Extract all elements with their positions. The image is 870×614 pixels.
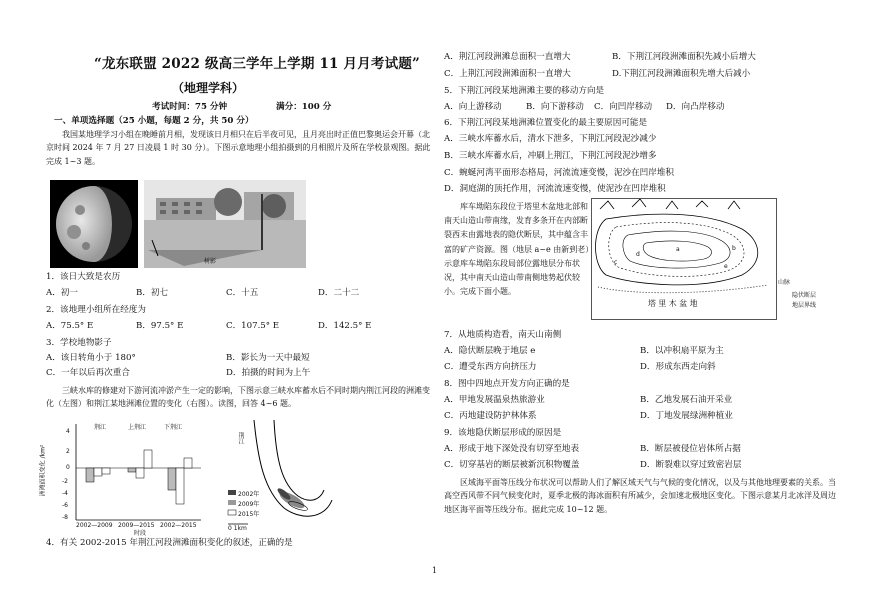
bar-chart bbox=[39, 420, 206, 537]
q6-stem: 6．下荆江河段某地洲滩位置变化的最主要原因可能是 bbox=[444, 118, 648, 128]
q7-stem: 7．从地质构造看，南天山南侧 bbox=[444, 330, 562, 340]
x-axis-label: 时段 bbox=[134, 530, 147, 537]
page-number: 1 bbox=[432, 566, 438, 575]
moon-photo bbox=[50, 180, 138, 268]
q3-option-d[interactable]: D．拍摄的时间为上午 bbox=[226, 368, 311, 378]
chart-legend-3: 下荆江 bbox=[164, 424, 183, 431]
q3-stem: 3．学校地物影子 bbox=[46, 338, 112, 348]
q3-option-a[interactable]: A．该日转角小于 180° bbox=[46, 353, 136, 363]
q9-option-a[interactable]: A．形成于地下深处没有切穿至地表 bbox=[444, 444, 580, 454]
stratum-a: a bbox=[676, 246, 680, 253]
moon-image bbox=[50, 180, 138, 268]
intro-paragraph-2: 三峡水库的修建对下游河流冲淤产生一定的影响，下图示意三峡水库蓄水后不同时期内荆江河段的洲滩变化（左图）和荆江某地洲滩位置的变化（右图）。读图，回答 4~6 题。 bbox=[46, 386, 430, 409]
q8-option-b[interactable]: B．乙地发展石油开采业 bbox=[640, 395, 733, 405]
map-scale: 0 1km bbox=[228, 525, 247, 532]
q3-option-b[interactable]: B．影长为一天中最短 bbox=[226, 353, 310, 363]
q2-option-a[interactable]: A．75.5° E bbox=[46, 321, 94, 331]
q1-option-b[interactable]: B．初七 bbox=[136, 288, 169, 298]
stratum-b: b bbox=[732, 245, 736, 252]
school-photo bbox=[144, 180, 306, 268]
chart-legend-2: 上荆江 bbox=[128, 424, 147, 431]
geologic-map bbox=[591, 198, 791, 320]
q4-option-b[interactable]: B．下荆江河段洲滩面积先减小后增大 bbox=[612, 52, 756, 62]
q4-stem: 4．有关 2002-2015 年荆江河段洲滩面积变化的叙述，正确的是 bbox=[46, 538, 293, 548]
q1-option-d[interactable]: D．二十二 bbox=[318, 288, 360, 298]
legend-boundary: 地层界线 bbox=[792, 302, 817, 309]
stratum-d: d bbox=[636, 251, 640, 258]
subject-label: （地理学科） bbox=[172, 81, 245, 95]
q2-option-c[interactable]: C．107.5° E bbox=[226, 321, 280, 331]
q9-option-d[interactable]: D．断裂难以穿过致密岩层 bbox=[640, 460, 742, 470]
y-tick-2: 2 bbox=[66, 448, 70, 455]
q4-option-a[interactable]: A．荆江河段洲滩总面积一直增大 bbox=[444, 52, 571, 62]
intro-paragraph-4: 区域海平面等压线分布状况可以帮助人们了解区域天气与气候的变化情况，以及与其他地理要素的关系。当高空西风带不同气候变化时，夏季北极的海冰面积有所减少，会加速北极地区变化。下图示意某月北冰洋及周边地区海平面等压线分布。据此完成 10~12 题。 bbox=[444, 478, 836, 514]
q5-stem: 5．下荆江河段某地洲滩主要的移动方向是 bbox=[444, 86, 605, 96]
q8-option-c[interactable]: C．丙地建设防护林体系 bbox=[444, 411, 537, 421]
q3-option-c[interactable]: C．一年以后再次重合 bbox=[46, 368, 130, 378]
q4-option-d[interactable]: D.下荆江河段洲滩面积先增大后减小 bbox=[612, 69, 751, 79]
q5-option-b[interactable]: B．向下游移动 bbox=[526, 102, 584, 112]
x-tick-3: 2002—2015 bbox=[160, 522, 197, 529]
x-tick-1: 2002—2009 bbox=[76, 522, 113, 529]
map-legend-2009: 2009年 bbox=[238, 501, 260, 508]
y-tick-0: 0 bbox=[66, 464, 70, 471]
q9-option-c[interactable]: C．切穿基岩的断层被新沉积物覆盖 bbox=[444, 460, 580, 470]
q1-stem: 1．该日大致是农历 bbox=[46, 272, 121, 282]
river-label: 荆江 bbox=[237, 432, 244, 444]
q9-option-b[interactable]: B．断层被侵位岩体所占据 bbox=[640, 444, 741, 454]
y-tick-m2: -2 bbox=[62, 478, 68, 485]
q1-option-c[interactable]: C．十五 bbox=[226, 288, 259, 298]
y-tick-m8: -8 bbox=[62, 514, 68, 521]
y-tick-m4: -4 bbox=[62, 490, 68, 497]
intro-paragraph-1: 我国某地理学习小组在晚睡前月相，发现该日月相只在后半夜可见，且月亮出时正值巴黎奥运会开幕（北京时间 2024 年 7 月 27 日凌晨 1 时 30 分）。下图示意地理小组拍摄到的月相照片及所在学校景观图。据此完成 1~3 题。 bbox=[46, 130, 431, 166]
map-legend-2002: 2002年 bbox=[238, 491, 260, 498]
stratum-e: e bbox=[724, 263, 728, 270]
bar-chart-svg bbox=[46, 420, 206, 535]
q8-stem: 8．图中四地点开发方向正确的是 bbox=[444, 379, 570, 389]
q5-option-a[interactable]: A．向上游移动 bbox=[444, 102, 502, 112]
legend-mountain: 山脉 bbox=[778, 279, 791, 286]
q6-option-b[interactable]: B．三峡水库蓄水后，冲刷上荆江，下荆江河段泥沙增多 bbox=[444, 151, 657, 161]
y-tick-m6: -6 bbox=[62, 502, 68, 509]
q1-option-a[interactable]: A．初一 bbox=[46, 288, 78, 298]
q6-option-c[interactable]: C．蜿蜒河湾平面形态格局，河流流速变慢，泥沙在凹岸堆积 bbox=[444, 168, 675, 178]
basin-label: 塔 里 木 盆 地 bbox=[648, 299, 698, 308]
y-axis-label: 洲滩面积变化 /km² bbox=[39, 444, 47, 497]
x-tick-2: 2009—2015 bbox=[118, 522, 155, 529]
q2-option-d[interactable]: D．142.5° E bbox=[318, 321, 372, 331]
exam-score: 满分：100 分 bbox=[276, 102, 332, 112]
map-legend-2015: 2015年 bbox=[238, 511, 260, 518]
q5-option-d[interactable]: D．向凸岸移动 bbox=[666, 102, 725, 112]
school-scene bbox=[144, 180, 306, 268]
q2-option-b[interactable]: B．97.5° E bbox=[136, 321, 184, 331]
tree-shadow-label: 树影 bbox=[204, 258, 217, 265]
legend-fault: 隐伏断层 bbox=[792, 292, 817, 299]
q4-option-c[interactable]: C．上荆江河段洲滩面积一直增大 bbox=[444, 69, 571, 79]
stratum-c: c bbox=[614, 259, 618, 266]
q8-option-d[interactable]: D．丁地发展绿洲种植业 bbox=[640, 411, 733, 421]
q2-stem: 2．该地理小组所在经度为 bbox=[46, 305, 146, 315]
q7-option-d[interactable]: D．形成东西走向斜 bbox=[640, 362, 716, 372]
intro-paragraph-3: 库车坳陷东段位于塔里木盆地北部和南天山造山带南缘，发育多条开在内部断裂西末由露地表的隐伏断层，其中蕴含丰富的矿产资源。图（地层 a~e 由新到老）示意库车坳陷东段局部位露地层分布状况，其中南天山造山带南侧地势起伏较小。完成下面小题。 bbox=[444, 202, 590, 297]
y-tick-4: 4 bbox=[66, 428, 70, 435]
q9-stem: 9．该地隐伏断层形成的原因是 bbox=[444, 428, 562, 438]
q5-option-c[interactable]: C．向凹岸移动 bbox=[594, 102, 653, 112]
chart-legend-1: 荆江 bbox=[94, 424, 107, 431]
q7-option-c[interactable]: C．遭受东西方向挤压力 bbox=[444, 362, 537, 372]
q7-option-a[interactable]: A．隐伏断层晚于地层 e bbox=[444, 346, 536, 356]
exam-title: “龙东联盟 2022 级高三学年上学期 11 月月考试题” bbox=[94, 56, 420, 72]
exam-time: 考试时间：75 分钟 bbox=[152, 102, 228, 112]
q8-option-a[interactable]: A．甲地发展温泉热旅游业 bbox=[444, 395, 545, 405]
q6-option-a[interactable]: A．三峡水库蓄水后，清水下泄多，下荆江河段泥沙减少 bbox=[444, 134, 657, 144]
section-heading: 一、单项选择题（25 小题，每题 2 分，共 50 分） bbox=[54, 116, 254, 126]
river-map bbox=[224, 420, 334, 535]
q7-option-b[interactable]: B．以冲积扇平原为主 bbox=[640, 346, 724, 356]
q6-option-d[interactable]: D．洞庭湖的顶托作用，河流流速变慢，使泥沙在凹岸堆积 bbox=[444, 184, 666, 194]
